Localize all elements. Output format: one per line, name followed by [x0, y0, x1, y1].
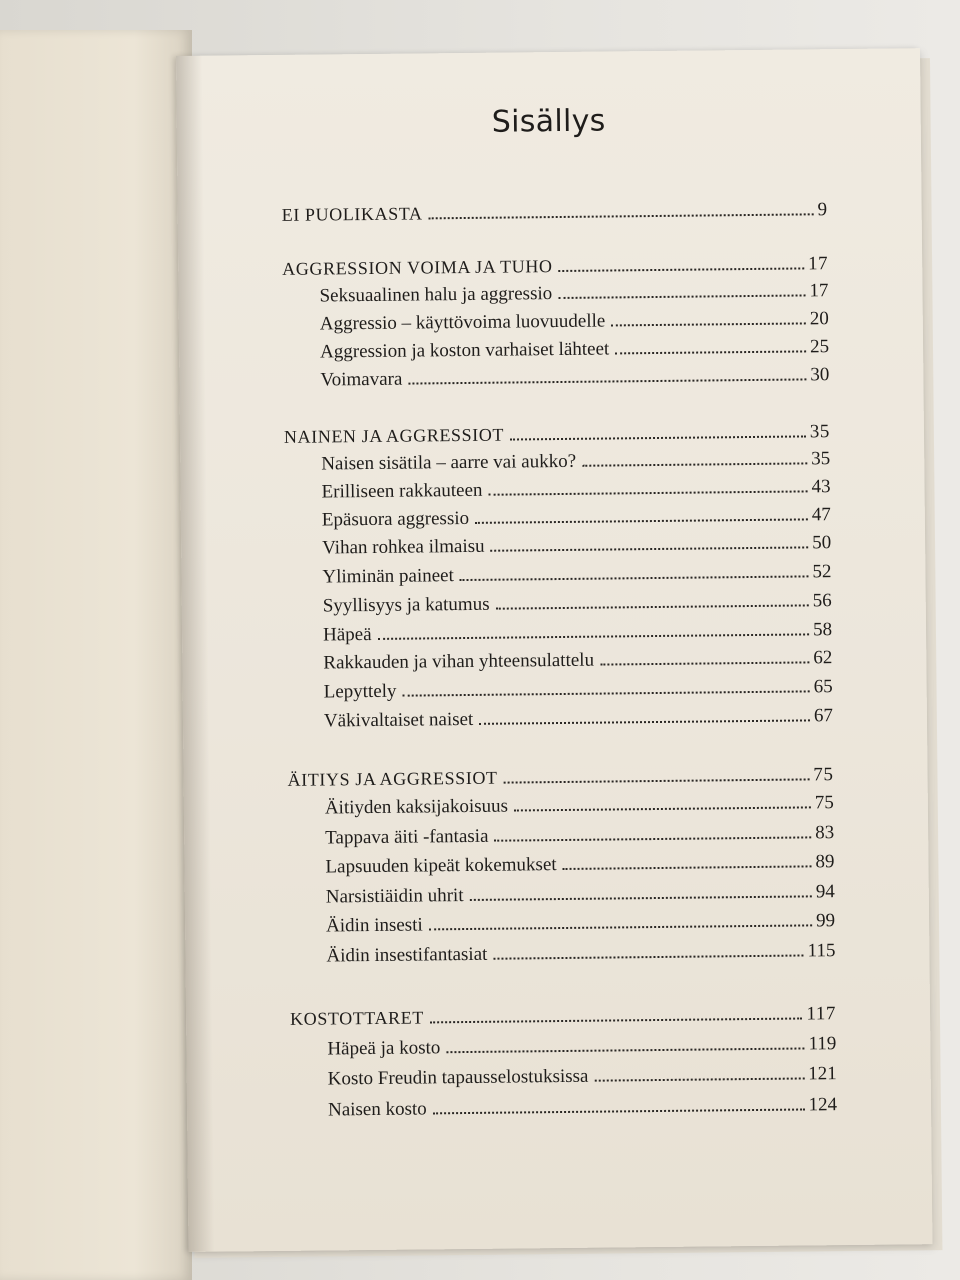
- toc-section-entry: [327, 1032, 836, 1061]
- toc-page-number: 65: [813, 676, 833, 698]
- toc-entry-label: KOSTOTTARET: [289, 1007, 425, 1029]
- toc-page-number: 83: [815, 822, 835, 844]
- toc-entry-label: EI PUOLIKASTA: [281, 203, 423, 225]
- table-of-contents: [176, 48, 932, 1252]
- toc-page-number: 94: [815, 881, 835, 903]
- toc-section-entry: [326, 939, 835, 968]
- dot-leader: [403, 689, 810, 696]
- dot-leader: [430, 1016, 803, 1023]
- toc-page-number: 20: [809, 308, 829, 330]
- toc-chapter-entry: [284, 419, 830, 450]
- dot-leader: [408, 377, 806, 384]
- toc-section-entry: [324, 704, 833, 733]
- toc-page-number: 58: [812, 619, 833, 641]
- dot-leader: [433, 1107, 805, 1114]
- toc-entry-label: AGGRESSION VOIMA JA TUHO: [282, 256, 553, 279]
- toc-page-number: 75: [814, 792, 834, 814]
- toc-entry-label: Äidin insesti: [326, 914, 423, 937]
- left-page: [0, 30, 192, 1280]
- toc-section-entry: [322, 503, 831, 532]
- toc-entry-label: Häpeä ja kosto: [327, 1037, 441, 1060]
- toc-section-entry: [321, 447, 830, 476]
- toc-entry-label: Seksuaalinen halu ja aggressio: [319, 283, 553, 307]
- toc-entry-label: Yliminän paineet: [322, 565, 454, 588]
- toc-section-entry: [323, 589, 832, 618]
- toc-section-entry: [320, 363, 829, 392]
- dot-leader: [378, 632, 809, 640]
- toc-entry-label: ÄITIYS JA AGGRESSIOT: [287, 767, 498, 790]
- dot-leader: [470, 894, 812, 901]
- toc-section-entry: [323, 618, 832, 647]
- toc-entry-label: Erilliseen rakkauteen: [321, 479, 483, 503]
- dot-leader: [514, 805, 811, 811]
- toc-page-number: 35: [809, 421, 831, 443]
- toc-section-entry: [325, 850, 834, 879]
- dot-leader: [446, 1046, 804, 1053]
- toc-section-entry: [321, 475, 830, 504]
- dot-leader: [582, 461, 807, 466]
- toc-section-entry: [322, 531, 831, 560]
- dot-leader: [460, 574, 809, 581]
- dot-leader: [504, 777, 810, 783]
- toc-page-number: 75: [813, 764, 834, 786]
- toc-entry-label: Väkivaltaiset naiset: [323, 708, 474, 732]
- toc-section-entry: [323, 646, 832, 675]
- dot-leader: [594, 1076, 804, 1081]
- toc-entry-label: Vihan rohkea ilmaisu: [322, 535, 485, 559]
- toc-section-entry: [328, 1062, 837, 1091]
- toc-chapter-entry: [282, 197, 828, 228]
- toc-page-number: 115: [807, 940, 836, 962]
- dot-leader: [600, 660, 809, 665]
- toc-entry-label: Lepyttely: [323, 680, 397, 703]
- toc-section-entry: [324, 675, 833, 704]
- toc-entry-label: Epäsuora aggressio: [321, 507, 470, 531]
- toc-chapter-entry: [287, 762, 833, 793]
- toc-entry-label: Häpeä: [322, 623, 372, 646]
- dot-leader: [615, 349, 806, 354]
- toc-page-number: 121: [808, 1063, 837, 1085]
- dot-leader: [493, 953, 803, 959]
- dot-leader: [494, 835, 811, 841]
- toc-entry-label: Lapsuuden kipeät kokemukset: [325, 854, 557, 878]
- toc-page-number: 56: [812, 590, 832, 612]
- toc-chapter-entry: [290, 1001, 836, 1032]
- toc-page-number: 35: [811, 448, 831, 470]
- toc-entry-label: Tappava äiti -fantasia: [325, 825, 489, 849]
- toc-entry-label: Voimavara: [320, 368, 403, 391]
- toc-page-number: 62: [813, 647, 833, 669]
- dot-leader: [479, 718, 810, 724]
- toc-section-entry: [328, 1093, 837, 1122]
- toc-page-number: 52: [812, 561, 832, 583]
- toc-entry-label: Kosto Freudin tapausselostuksissa: [327, 1065, 589, 1090]
- dot-leader: [429, 212, 814, 219]
- toc-page-number: 124: [808, 1094, 838, 1116]
- toc-entry-label: Äidin insestifantasiat: [326, 943, 488, 967]
- dot-leader: [491, 545, 809, 551]
- toc-entry-label: Naisen kosto: [327, 1098, 427, 1121]
- toc-page-number: 67: [813, 705, 834, 727]
- toc-page-number: 25: [809, 336, 830, 358]
- toc-page-number: 117: [806, 1003, 837, 1025]
- toc-entry-label: Narsistiäidin uhrit: [325, 885, 464, 908]
- toc-entry-label: Äitiyden kaksijakoisuus: [324, 795, 509, 819]
- dot-leader: [510, 434, 806, 440]
- dot-leader: [488, 489, 807, 495]
- toc-page-number: 30: [810, 364, 830, 386]
- toc-section-entry: [325, 791, 834, 820]
- toc-page-number: 99: [815, 910, 836, 932]
- toc-page-number: 9: [817, 199, 828, 221]
- toc-section-entry: [320, 335, 829, 364]
- toc-section-entry: [322, 560, 831, 589]
- toc-entry-label: Rakkauden ja vihan yhteensulattelu: [323, 649, 595, 674]
- toc-page-number: 17: [809, 280, 829, 302]
- toc-title: Sisällys: [491, 103, 606, 140]
- toc-section-entry: [326, 880, 835, 909]
- book-page: [176, 48, 932, 1252]
- toc-section-entry: [319, 279, 828, 308]
- toc-entry-label: Syyllisyys ja katumus: [322, 593, 490, 617]
- toc-entry-label: Naisen sisätila – aarre vai aukko?: [321, 450, 577, 475]
- toc-chapter-entry: [282, 251, 828, 282]
- dot-leader: [496, 603, 809, 609]
- dot-leader: [611, 321, 806, 326]
- toc-page-number: 17: [807, 253, 829, 275]
- toc-section-entry: [320, 307, 829, 336]
- dot-leader: [475, 517, 808, 523]
- toc-page-number: 119: [808, 1033, 837, 1055]
- toc-entry-label: Aggression ja koston varhaiset lähteet: [319, 338, 610, 363]
- toc-entry-label: NAINEN JA AGGRESSIOT: [283, 424, 505, 447]
- toc-page-number: 43: [811, 476, 831, 498]
- toc-page-number: 89: [815, 851, 835, 873]
- dot-leader: [558, 293, 805, 299]
- toc-section-entry: [325, 821, 834, 850]
- dot-leader: [563, 864, 812, 870]
- dot-leader: [559, 266, 805, 272]
- toc-entry-label: Aggressio – käyttövoima luovuudelle: [319, 310, 606, 335]
- toc-page-number: 47: [811, 504, 831, 526]
- toc-section-entry: [326, 909, 835, 938]
- dot-leader: [429, 923, 812, 930]
- toc-page-number: 50: [812, 532, 832, 554]
